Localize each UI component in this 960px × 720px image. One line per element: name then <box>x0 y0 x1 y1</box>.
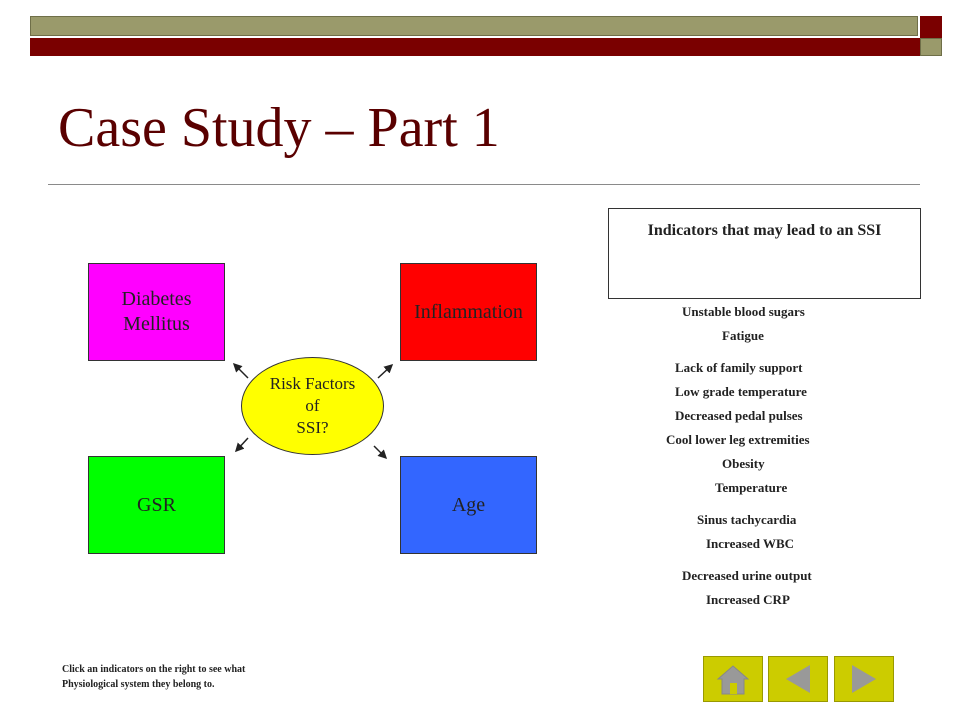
instructions-text: Click an indicators on the right to see what Physiological system they belong to. <box>62 664 246 690</box>
forward-arrow-icon <box>846 661 882 697</box>
page-title: Case Study – Part 1 <box>58 97 500 159</box>
home-button[interactable] <box>703 656 763 702</box>
indicator-item[interactable]: Increased CRP <box>706 592 790 607</box>
indicators-header-box: Indicators that may lead to an SSI <box>608 208 921 299</box>
risk-factor-gsr-box: GSR <box>88 456 225 554</box>
home-icon <box>715 661 751 697</box>
indicator-item[interactable]: Unstable blood sugars <box>682 304 805 319</box>
indicator-item[interactable]: Obesity <box>722 456 765 471</box>
forward-button[interactable] <box>834 656 894 702</box>
risk-factor-age-box: Age <box>400 456 537 554</box>
indicator-item[interactable]: Increased WBC <box>706 536 794 551</box>
arrow-to-age <box>374 446 386 458</box>
indicator-item[interactable]: Sinus tachycardia <box>697 512 797 527</box>
indicator-item[interactable]: Lack of family support <box>675 360 803 375</box>
arrow-to-gsr <box>236 438 248 451</box>
back-button[interactable] <box>768 656 828 702</box>
arrow-to-diabetes <box>234 364 248 378</box>
risk-factor-diabetes-box: Diabetes Mellitus <box>88 263 225 361</box>
indicator-item[interactable]: Fatigue <box>722 328 764 343</box>
indicator-item[interactable]: Temperature <box>715 480 788 495</box>
indicator-item[interactable]: Decreased urine output <box>682 568 812 583</box>
indicator-item[interactable]: Decreased pedal pulses <box>675 408 803 423</box>
back-arrow-icon <box>780 661 816 697</box>
arrow-to-inflammation <box>378 365 392 378</box>
risk-factor-inflammation-box: Inflammation <box>400 263 537 361</box>
risk-factors-center-ellipse: Risk Factors of SSI? <box>241 357 384 455</box>
indicator-item[interactable]: Cool lower leg extremities <box>666 432 810 447</box>
indicator-item[interactable]: Low grade temperature <box>675 384 807 399</box>
